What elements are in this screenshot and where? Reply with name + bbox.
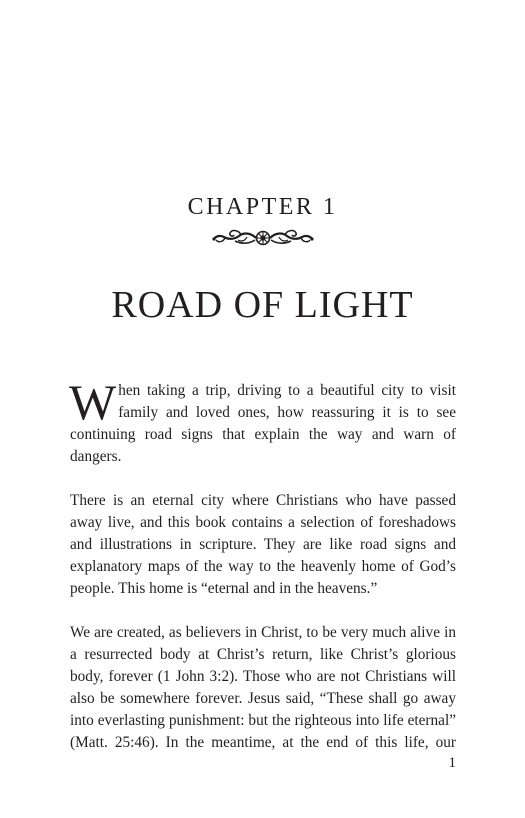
- paragraph-text: hen taking a trip, driving to a beautiful city to visit family and loved ones, how reassuring it is to see continuing road signs that explain the way and warn of dangers.: [70, 382, 456, 465]
- flourish-ornament-icon: [211, 227, 315, 249]
- chapter-title: ROAD OF LIGHT: [111, 284, 414, 326]
- body-text: [69, 374, 456, 776]
- paragraph: We are created, as believers in Christ, to be very much alive in a resurrected body at Christ’s return, like Christ’s glorious body, forever (1 John 3:2). Those who are not Christians will also be somewhere forever. Jesus said, “These shall go away into everlasting punishment: but the righteous into life eternal” (Matt. 25:46). In the meantime, at the end of this life, our: [70, 624, 456, 751]
- paragraph: [69, 374, 456, 468]
- drop-cap: W: [69, 374, 117, 430]
- paragraph: There is an eternal city where Christians who have passed away live, and this book contains a selection of foreshadows and illustrations in scripture. They are like road signs and explanatory maps of the way to the heavenly home of God’s people. This home is “eternal and in the heavens.”: [70, 492, 456, 597]
- page-number: 1: [448, 755, 456, 771]
- chapter-label: CHAPTER 1: [187, 194, 338, 220]
